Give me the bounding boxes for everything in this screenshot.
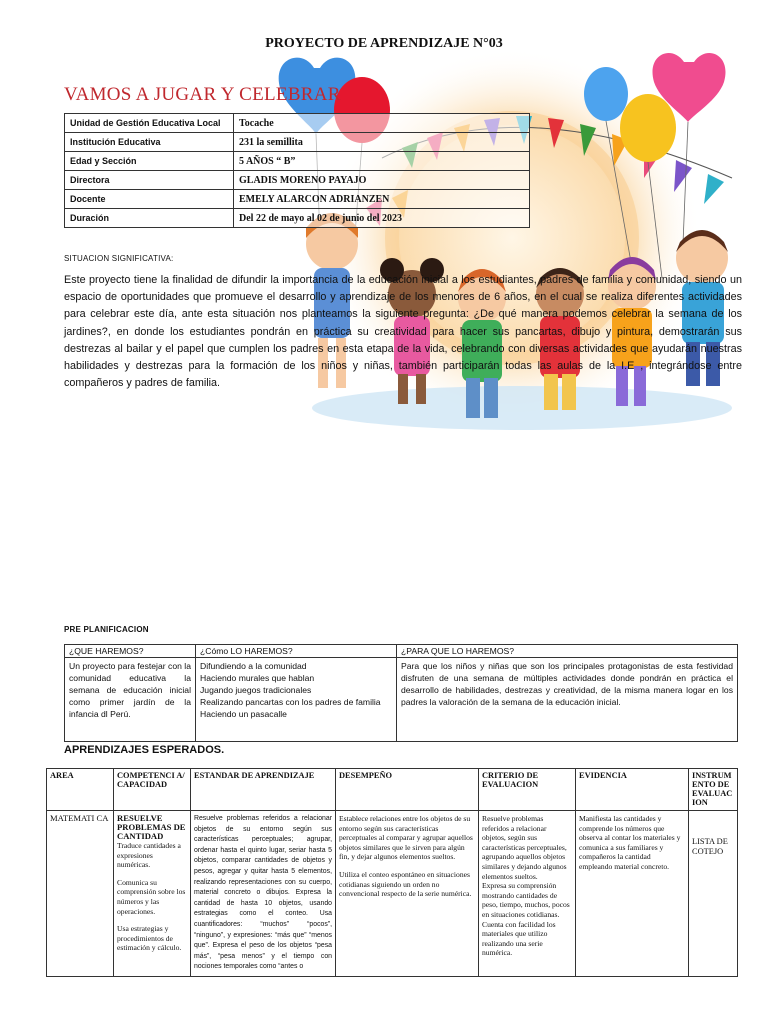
list-item: Jugando juegos tradicionales [200, 685, 312, 695]
list-item: Realizando pancartas con los padres de familia [200, 697, 381, 707]
column-header: AREA [47, 769, 114, 811]
column-header: INSTRUM ENTO DE EVALUAC ION [689, 769, 738, 811]
table-header-row [65, 645, 738, 658]
situacion-text: Este proyecto tiene la finalidad de difundir la importancia de la educación inicial a los estudiantes, padres de familia y comunidad, siendo un espacio de oportunidades que promueve el desarrollo y aprendizaje de los menores de 6 años, en el cual se realiza diferentes actividades para celebrar este día, ante esta situación nos planteamos la siguiente pregunta: ¿De qué manera podemos celebrar la semana de los jardines?, en donde los estudiantes pondrán en práctica su creatividad para hacer sus pancartas, dibujo y pintura, demostrarán sus destrezas al bailar y el papel que cumplen los padres en esta etapa de la vida, celebrando con diversas actividades que ayudarán nuestras habilidades y destrezas para la formación de los niños y niñas, también participarán todas las aulas de la I.E , integrándose entre compañeros y padres de familia. [64, 274, 742, 390]
desempeno-item: Utiliza el conteo espontáneo en situaciones cotidianas siguiendo un orden no convencional respecto de la serie numérica. [339, 869, 472, 899]
column-header: ¿QUE HAREMOS? [65, 645, 196, 658]
pre-planificacion-label: PRE PLANIFICACION [64, 625, 149, 634]
criterio-item: Cuenta con facilidad los materiales que utilizo realizando una serie numérica. [482, 919, 556, 958]
info-value: EMELY ALARCON ADRIANZEN [234, 190, 530, 209]
capacidad-item: Comunica su comprensión sobre los números y las operaciones. [117, 877, 186, 916]
pre-planificacion-table [64, 644, 738, 742]
criterio-item: Expresa su comprensión mostrando cantidades de peso, tiempo, muchos, pocos en situaciones cotidianas. [482, 881, 570, 919]
column-header: EVIDENCIA [576, 769, 689, 811]
table-row [65, 152, 530, 171]
criterio-item: Resuelve problemas referidos a relacionar objetos, según sus características perceptuales, agrupando aquellos objetos similares y dejando algunos elementos sueltos. [482, 814, 567, 881]
list-item: Haciendo un pasacalle [200, 709, 287, 719]
evidencia-cell: Manifiesta las cantidades y comprende los números que observa al contar los materiales y comunica a sus familiares y compañeros la cantidad empleando material concreto. [576, 811, 689, 977]
instrumento-cell [689, 811, 738, 977]
info-label: Directora [65, 171, 234, 190]
aprendizajes-label: APRENDIZAJES ESPERADOS. [64, 744, 225, 756]
table-row [65, 171, 530, 190]
desempeno-cell [336, 811, 479, 977]
competencia-cell [114, 811, 191, 977]
aprendizajes-table [46, 768, 738, 977]
project-info-table [64, 113, 530, 228]
info-value: 5 AÑOS “ B” [234, 152, 530, 171]
list-item: Haciendo murales que hablan [200, 673, 315, 683]
capacidad-item: Usa estrategias y procedimientos de estimación y cálculo. [117, 924, 182, 953]
column-header: DESEMPEÑO [336, 769, 479, 811]
column-header: ESTANDAR DE APRENDIZAJE [191, 769, 336, 811]
table-header-row [47, 769, 738, 811]
que-haremos-cell: Un proyecto para festejar con la comunidad educativa la semana de educación inicial como primer jardín de la infancia dl Perú. [65, 658, 196, 742]
table-row [65, 114, 530, 133]
table-row [65, 658, 738, 742]
instrumento-text: LISTA DE COTEJO [692, 837, 728, 856]
area-cell: MATEMATI CA [47, 811, 114, 977]
ground-shadow [312, 386, 732, 430]
info-label: Institución Educativa [65, 133, 234, 152]
table-row [47, 811, 738, 977]
column-header: CRITERIO DE EVALUACION [479, 769, 576, 811]
info-label: Unidad de Gestión Educativa Local [65, 114, 234, 133]
criterio-cell [479, 811, 576, 977]
info-value: Tocache [234, 114, 530, 133]
info-label: Edad y Sección [65, 152, 234, 171]
list-item: Difundiendo a la comunidad [200, 661, 307, 671]
info-value: GLADIS MORENO PAYAJO [234, 171, 530, 190]
table-row [65, 190, 530, 209]
column-header: ¿Cómo LO HAREMOS? [196, 645, 397, 658]
info-value: 231 la semillita [234, 133, 530, 152]
column-header: ¿PARA QUE LO HAREMOS? [397, 645, 738, 658]
table-row [65, 209, 530, 228]
column-header: COMPETENCI A/ CAPACIDAD [114, 769, 191, 811]
competencia-title: RESUELVE PROBLEMAS DE CANTIDAD [117, 813, 186, 841]
como-haremos-cell [196, 658, 397, 742]
document-title: PROYECTO DE APRENDIZAJE N°03 [265, 36, 503, 51]
para-que-cell: Para que los niños y niñas que son los principales protagonistas de esta festividad disfruten de una semana de múltiples actividades donde pondrán en práctica el desarrollo de habilidades, destrezas y creatividad, de la misma manera logar en los padres la valoración de la semana de la educación inicial. [397, 658, 738, 742]
info-label: Docente [65, 190, 234, 209]
info-value: Del 22 de mayo al 02 de junio del 2023 [234, 209, 530, 228]
info-label: Duración [65, 209, 234, 228]
situacion-label: SITUACION SIGNIFICATIVA: [64, 254, 174, 263]
estandar-cell: Resuelve problemas referidos a relacionar objetos de su entorno según sus características perceptuales; agrupar, ordenar hasta el quinto lugar, seriar hasta 5 objetos, comparar cantidades de objetos y pesos, agregar y quitar hasta 5 elementos, realizando representaciones con su cuerpo, material concreto o dibujos. Expresa la cantidad de hasta 10 objetos, usando estrategias como el conteo. Usa cuantificadores: “muchos” “pocos”, “ninguno”, y expresiones: “más que” “menos que”. Expresa el peso de los objetos “pesa más”, “pesa menos” y el tiempo con nociones temporales como “antes o [191, 811, 336, 977]
project-subtitle: VAMOS A JUGAR Y CELEBRAR [64, 84, 341, 105]
desempeno-item: Establece relaciones entre los objetos de su entorno según sus características perceptuales al comparar y agrupar aquellos objetos similares que le sirven para algún fin, y dejar algunos elementos sueltos. [339, 814, 473, 862]
table-row [65, 133, 530, 152]
capacidad-item: Traduce cantidades a expresiones numéricas. [117, 841, 181, 870]
